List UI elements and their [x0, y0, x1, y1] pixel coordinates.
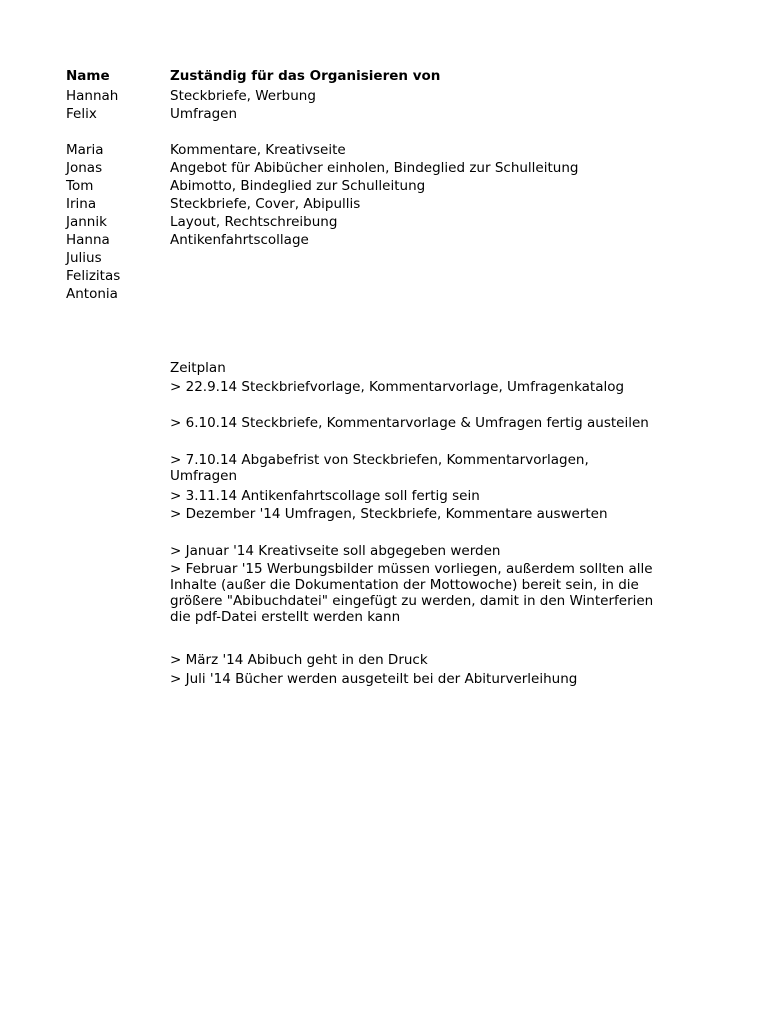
person-name: Felix [66, 106, 97, 122]
table-row [66, 231, 686, 249]
schedule-item: > 22.9.14 Steckbriefvorlage, Kommentarvorlage, Umfragenkatalog [170, 379, 625, 395]
schedule-item: > Dezember '14 Umfragen, Steckbriefe, Kommentare auswerten [170, 506, 608, 522]
header-task: Zuständig für das Organisieren von [170, 68, 441, 84]
table-row [66, 87, 686, 105]
table-row [66, 141, 686, 159]
table-header [66, 68, 686, 86]
header-name: Name [66, 68, 110, 84]
person-task: Antikenfahrtscollage [170, 232, 309, 248]
table-row [66, 159, 686, 177]
person-task: Abimotto, Bindeglied zur Schulleitung [170, 178, 426, 194]
person-name: Hannah [66, 88, 119, 104]
person-name: Jonas [66, 160, 103, 176]
person-task: Steckbriefe, Cover, Abipullis [170, 196, 361, 212]
schedule-item: > 7.10.14 Abgabefrist von Steckbriefen, Kommentarvorlagen, Umfragen [170, 452, 589, 484]
person-name: Antonia [66, 286, 118, 302]
person-task: Layout, Rechtschreibung [170, 214, 338, 230]
table-row [66, 195, 686, 213]
person-name: Irina [66, 196, 97, 212]
person-name: Julius [66, 250, 102, 266]
person-task: Umfragen [170, 106, 238, 122]
schedule-item: > März '14 Abibuch geht in den Druck [170, 652, 428, 668]
person-task: Angebot für Abibücher einholen, Bindeglied zur Schulleitung [170, 160, 579, 176]
table-row [66, 267, 686, 285]
table-row [66, 105, 686, 123]
schedule-item: > 6.10.14 Steckbriefe, Kommentarvorlage & Umfragen fertig austeilen [170, 415, 649, 431]
table-row [66, 285, 686, 303]
table-row [66, 213, 686, 231]
schedule-item: > 3.11.14 Antikenfahrtscollage soll fertig sein [170, 488, 480, 504]
person-name: Maria [66, 142, 104, 158]
person-task: Steckbriefe, Werbung [170, 88, 316, 104]
table-row [66, 177, 686, 195]
person-name: Jannik [66, 214, 107, 230]
person-task: Kommentare, Kreativseite [170, 142, 346, 158]
table-row [66, 249, 686, 267]
schedule-item: > Januar '14 Kreativseite soll abgegeben werden [170, 543, 501, 559]
person-name: Felizitas [66, 268, 121, 284]
schedule-title: Zeitplan [170, 360, 226, 376]
schedule-item: > Februar '15 Werbungsbilder müssen vorliegen, außerdem sollten alle Inhalte (außer die Dokumentation der Mottowoche) bereit sein, in die größere "Abibuchdatei" eingefügt zu werden, damit in den Winterferien die pdf-Datei erstellt werden kann [170, 561, 654, 625]
person-name: Tom [66, 178, 94, 194]
schedule-item: > Juli '14 Bücher werden ausgeteilt bei der Abiturverleihung [170, 671, 578, 687]
person-name: Hanna [66, 232, 110, 248]
